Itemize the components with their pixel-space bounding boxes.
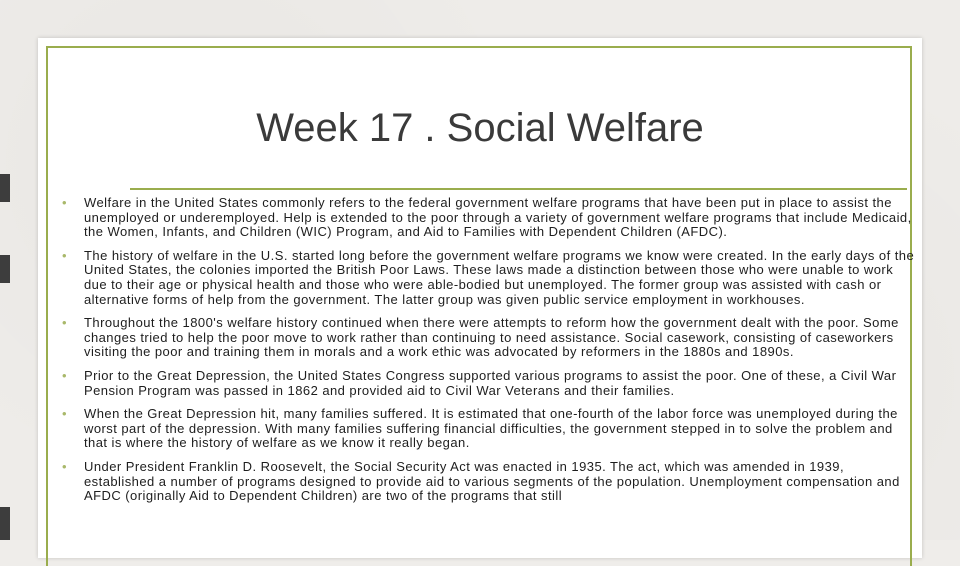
slide-title: Week 17 . Social Welfare bbox=[256, 106, 704, 150]
bullet-item bbox=[62, 407, 918, 451]
bullet-marker: • bbox=[62, 458, 68, 474]
bullet-item bbox=[62, 196, 918, 240]
title-underline bbox=[130, 188, 907, 190]
bullet-text: Welfare in the United States commonly refers to the federal government welfare programs that have been put in place to assist the unemployed or underemployed. Help is extended to the poor through a variety of government welfare programs that include Medicaid, the Women, Infants, and Children (WIC) Program, and Aid to Families with Dependent Children (AFDC). bbox=[84, 195, 912, 240]
bullet-text: Under President Franklin D. Roosevelt, the Social Security Act was enacted in 1935. The act, which was amended in 1939, established a number of programs designed to provide aid to various segments of the population. Unemployment compensation and AFDC (originally Aid to Dependent Children) are two of the programs that still bbox=[84, 458, 900, 504]
bullet-list bbox=[62, 196, 918, 513]
bullet-marker: • bbox=[62, 406, 68, 422]
bullet-item bbox=[62, 249, 918, 307]
bullet-item bbox=[62, 316, 918, 360]
bullet-text: Throughout the 1800's welfare history continued when there were attempts to reform how the government dealt with the poor. Some changes tried to help the poor move to work rather than continuing to need assistance. Social casework, consisting of caseworkers visiting the poor and training them in morals and a work ethic was advocated by reformers in the 1880s and 1890s. bbox=[84, 315, 899, 360]
bullet-text: Prior to the Great Depression, the United States Congress supported various programs to assist the poor. One of these, a Civil War Pension Program was passed in 1862 and provided aid to Civil War Veterans and their families. bbox=[84, 367, 897, 398]
bullet-item bbox=[62, 460, 918, 504]
bullet-marker: • bbox=[62, 195, 68, 210]
bullet-marker: • bbox=[62, 315, 68, 331]
bullet-marker: • bbox=[62, 367, 68, 383]
left-edge-tab bbox=[0, 255, 10, 283]
bullet-text: The history of welfare in the U.S. started long before the government welfare programs we know were created. In the early days of the United States, the colonies imported the British Poor Laws. These laws made a distinction between those who were unable to work due to their age or physical health and those who were able-bodied but unemployed. The former group was assisted with cash or alternative forms of help from the government. The latter group was given public service employment in workhouses. bbox=[84, 247, 915, 307]
bullet-text: When the Great Depression hit, many families suffered. It is estimated that one-fourth of the labor force was unemployed during the worst part of the depression. With many families suffering financial difficulties, the government stepped in to solve the problem and that is where the history of welfare as we know it really began. bbox=[84, 406, 898, 451]
left-edge-tab bbox=[0, 174, 10, 202]
bullet-marker: • bbox=[62, 247, 68, 263]
left-edge-tab bbox=[0, 507, 10, 540]
bullet-item bbox=[62, 369, 918, 398]
